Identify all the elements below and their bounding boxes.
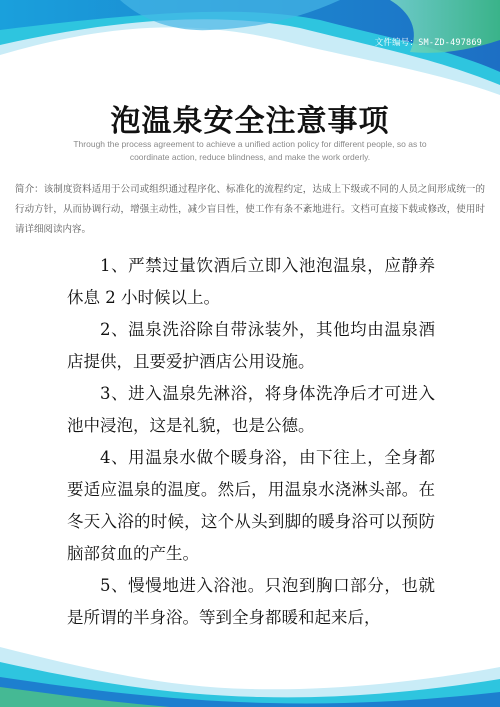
rule-paragraph-3: 3、进入温泉先淋浴，将身体洗净后才可进入池中浸泡，这是礼貌，也是公德。 [67,384,435,435]
document-number: 文件编号：SM-ZD-497869 [374,38,482,48]
document-body [67,250,435,634]
rule-paragraph-1: 1、严禁过量饮酒后立即入池泡温泉，应静养休息 2 小时候以上。 [67,256,435,307]
intro-text: 简介：该制度资料适用于公司或组织通过程序化、标准化的流程约定，达成上下级或不同的人员之间形成统一的行动方针，从而协调行动，增强主动性，减少盲目性，使工作有条不紊地进行。文档可直接下载或修改，使用时请详细阅读内容。 [15,184,485,235]
rule-paragraph-2: 2、温泉洗浴除自带泳装外，其他均由温泉酒店提供，且要爱护酒店公用设施。 [67,320,435,371]
footer-wave-art [0,637,500,707]
rule-paragraph-5: 5、慢慢地进入浴池。只泡到胸口部分，也就是所谓的半身浴。等到全身都暖和起来后， [67,576,435,627]
rule-paragraph-4: 4、用温泉水做个暖身浴，由下往上，全身都要适应温泉的温度。然后，用温泉水浇淋头部。在冬天入浴的时候，这个从头到脚的暖身浴可以预防脑部贫血的产生。 [67,448,435,563]
page-title: 泡温泉安全注意事项 [110,104,390,139]
page-subtitle: Through the process agreement to achieve a unified action policy for different people, so as to coordinate action, reduce blindness, and make the work orderly. [73,139,427,162]
